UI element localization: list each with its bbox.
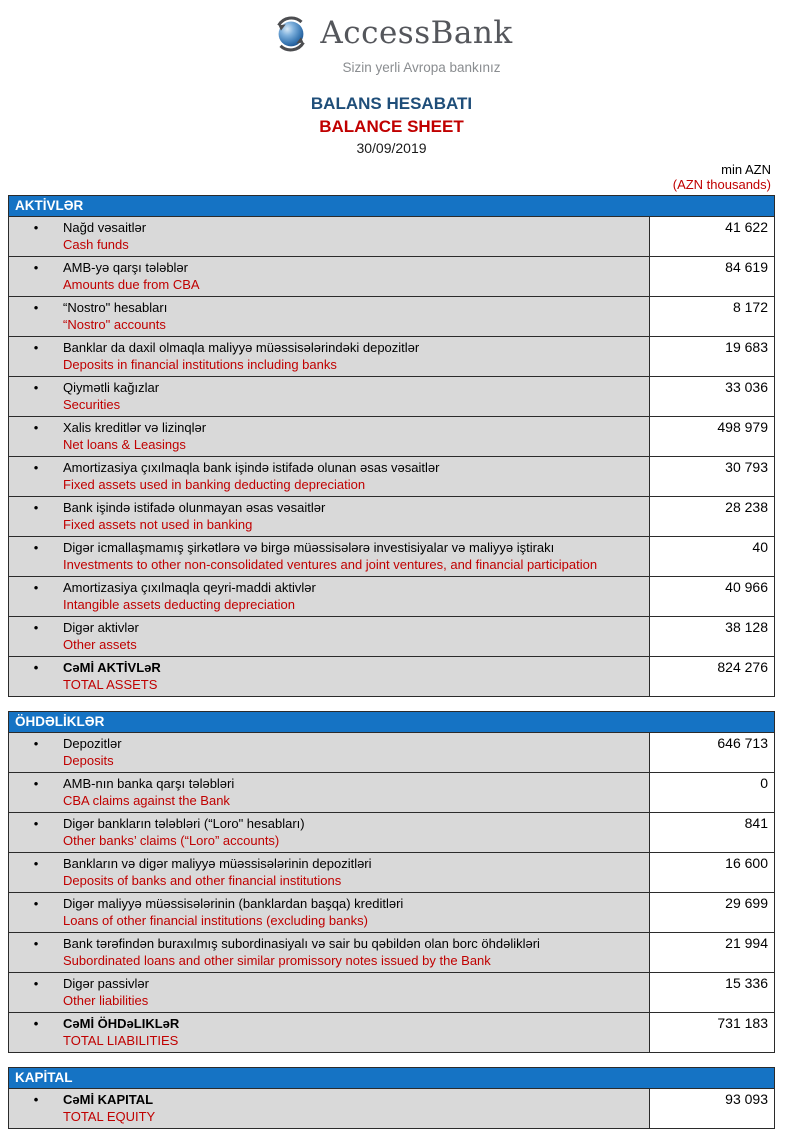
row-description-cell [9, 257, 649, 296]
table-row [9, 772, 774, 812]
table-row [9, 496, 774, 536]
row-label-az: AMB-nın banka qarşı tələbləri [63, 776, 235, 791]
report-date: 30/09/2019 [356, 140, 427, 156]
row-value: 498 979 [649, 417, 774, 456]
row-value: 38 128 [649, 617, 774, 656]
row-label-en: Loans of other financial institutions (excluding banks) [63, 913, 368, 928]
row-label-az: Bankların və digər maliyyə müəssisələrinin depozitləri [63, 856, 372, 871]
row-value: 40 966 [649, 577, 774, 616]
row-label-az: Nağd vəsaitlər [63, 220, 147, 235]
row-label-az: CəMİ KAPITAL [63, 1092, 154, 1107]
row-description-cell [9, 377, 649, 416]
bank-name: AccessBank [320, 15, 513, 51]
row-description-cell [9, 617, 649, 656]
row-description-cell [9, 417, 649, 456]
row-label-az: Xalis kreditlər və lizinqlər [63, 420, 207, 435]
bullet-icon: • [33, 936, 39, 951]
table-row [9, 256, 774, 296]
bullet-icon: • [33, 856, 39, 871]
row-value: 41 622 [649, 217, 774, 256]
bullet-icon: • [33, 1092, 39, 1107]
row-label-az: Digər passivlər [63, 976, 149, 991]
row-description-cell [9, 1089, 649, 1128]
table-row [9, 1012, 774, 1052]
row-value: 8 172 [649, 297, 774, 336]
bullet-icon: • [33, 340, 39, 355]
row-label-en: Cash funds [63, 237, 129, 252]
bullet-icon: • [33, 380, 39, 395]
table-row [9, 336, 774, 376]
table-row [9, 932, 774, 972]
balance-sheet-tables [8, 195, 775, 1129]
row-label-en: “Nostro" accounts [63, 317, 166, 332]
row-description-cell [9, 933, 649, 972]
bullet-icon: • [33, 300, 39, 315]
row-value: 646 713 [649, 733, 774, 772]
table-row [9, 1089, 774, 1128]
section-rows [9, 733, 774, 1052]
row-label-en: TOTAL LIABILITIES [63, 1033, 179, 1048]
section-header: AKTİVLƏR [9, 196, 774, 217]
row-value: 40 [649, 537, 774, 576]
bullet-icon: • [33, 420, 39, 435]
row-value: 29 699 [649, 893, 774, 932]
row-label-az: Bank tərəfindən buraxılmış subordinasiyalı və sair bu qəbildən olan borc öhdəlikləri [63, 936, 540, 951]
section-header: KAPİTAL [9, 1068, 774, 1089]
section-header: ÖHDƏLİKLƏR [9, 712, 774, 733]
row-description-cell [9, 973, 649, 1012]
row-description-cell [9, 1013, 649, 1052]
row-label-az: Amortizasiya çıxılmaqla qeyri-maddi aktivlər [63, 580, 316, 595]
row-description-cell [9, 577, 649, 616]
bullet-icon: • [33, 736, 39, 751]
table-row [9, 852, 774, 892]
row-label-az: CəMİ ÖHDəLIKLəR [63, 1016, 180, 1031]
row-label-en: Subordinated loans and other similar promissory notes issued by the Bank [63, 953, 491, 968]
row-value: 84 619 [649, 257, 774, 296]
bullet-icon: • [33, 776, 39, 791]
table-row [9, 892, 774, 932]
row-label-az: Digər maliyyə müəssisələrinin (banklardan başqa) kreditləri [63, 896, 404, 911]
row-description-cell [9, 337, 649, 376]
row-label-en: CBA claims against the Bank [63, 793, 230, 808]
table-row [9, 972, 774, 1012]
bullet-icon: • [33, 896, 39, 911]
globe-sync-icon [270, 12, 312, 54]
units-note [8, 162, 775, 193]
row-description-cell [9, 657, 649, 696]
table-row [9, 812, 774, 852]
row-label-az: Amortizasiya çıxılmaqla bank işində istifadə olunan əsas vəsaitlər [63, 460, 440, 475]
row-label-en: TOTAL EQUITY [63, 1109, 156, 1124]
unit-label-az: min AZN [721, 162, 771, 177]
row-description-cell [9, 217, 649, 256]
row-description-cell [9, 853, 649, 892]
row-label-en: Other liabilities [63, 993, 149, 1008]
balance-section-1 [8, 195, 775, 697]
row-value: 15 336 [649, 973, 774, 1012]
table-row [9, 616, 774, 656]
row-label-en: Net loans & Leasings [63, 437, 186, 452]
row-value: 30 793 [649, 457, 774, 496]
row-label-en: Investments to other non-consolidated ventures and joint ventures, and financial participation [63, 557, 598, 572]
row-value: 93 093 [649, 1089, 774, 1128]
row-description-cell [9, 733, 649, 772]
bank-logo [8, 12, 775, 75]
row-value: 16 600 [649, 853, 774, 892]
row-label-az: CəMİ AKTİVLəR [63, 660, 161, 675]
row-description-cell [9, 537, 649, 576]
section-rows [9, 217, 774, 696]
bullet-icon: • [33, 540, 39, 555]
bullet-icon: • [33, 816, 39, 831]
section-rows [9, 1089, 774, 1128]
bullet-icon: • [33, 976, 39, 991]
row-value: 0 [649, 773, 774, 812]
row-value: 731 183 [649, 1013, 774, 1052]
row-label-az: Digər aktivlər [63, 620, 139, 635]
balance-section-2 [8, 711, 775, 1053]
row-description-cell [9, 813, 649, 852]
bullet-icon: • [33, 660, 39, 675]
unit-label-en: (AZN thousands) [672, 177, 771, 192]
row-label-en: Securities [63, 397, 121, 412]
bullet-icon: • [33, 500, 39, 515]
row-value: 841 [649, 813, 774, 852]
row-value: 19 683 [649, 337, 774, 376]
table-row [9, 536, 774, 576]
bullet-icon: • [33, 220, 39, 235]
row-label-az: Digər bankların tələbləri (“Loro" hesabları) [63, 816, 305, 831]
row-label-en: Other assets [63, 637, 137, 652]
row-label-az: Qiymətli kağızlar [63, 380, 160, 395]
table-row [9, 656, 774, 696]
row-label-en: Intangible assets deducting depreciation [63, 597, 295, 612]
row-label-en: Other banks’ claims (“Loro” accounts) [63, 833, 280, 848]
row-value: 21 994 [649, 933, 774, 972]
table-row [9, 296, 774, 336]
balance-section-3 [8, 1067, 775, 1129]
row-label-en: TOTAL ASSETS [63, 677, 158, 692]
row-label-en: Deposits [63, 753, 114, 768]
bullet-icon: • [33, 620, 39, 635]
row-label-en: Fixed assets not used in banking [63, 517, 253, 532]
table-row [9, 456, 774, 496]
row-description-cell [9, 773, 649, 812]
table-row [9, 416, 774, 456]
table-row [9, 376, 774, 416]
row-label-az: Bank işində istifadə olunmayan əsas vəsaitlər [63, 500, 326, 515]
row-label-az: “Nostro" hesabları [63, 300, 168, 315]
row-value: 28 238 [649, 497, 774, 536]
row-label-az: Digər icmallaşmamış şirkətlərə və birgə müəssisələrə investisiyalar və maliyyə iştirakı [63, 540, 555, 555]
bank-tagline: Sizin yerli Avropa bankınız [342, 60, 501, 75]
row-value: 824 276 [649, 657, 774, 696]
row-label-en: Fixed assets used in banking deducting depreciation [63, 477, 366, 492]
row-label-az: AMB-yə qarşı tələblər [63, 260, 188, 275]
table-row [9, 217, 774, 256]
row-description-cell [9, 497, 649, 536]
row-description-cell [9, 457, 649, 496]
row-description-cell [9, 297, 649, 336]
report-title-en: BALANCE SHEET [319, 117, 464, 136]
bullet-icon: • [33, 580, 39, 595]
bullet-icon: • [33, 460, 39, 475]
row-value: 33 036 [649, 377, 774, 416]
bullet-icon: • [33, 1016, 39, 1031]
row-label-en: Deposits in financial institutions including banks [63, 357, 337, 372]
row-description-cell [9, 893, 649, 932]
row-label-az: Banklar da daxil olmaqla maliyyə müəssisələrindəki depozitlər [63, 340, 420, 355]
row-label-en: Deposits of banks and other financial institutions [63, 873, 342, 888]
table-row [9, 733, 774, 772]
bullet-icon: • [33, 260, 39, 275]
report-title-az: BALANS HESABATI [310, 94, 473, 113]
row-label-az: Depozitlər [63, 736, 122, 751]
table-row [9, 576, 774, 616]
row-label-en: Amounts due from CBA [63, 277, 200, 292]
